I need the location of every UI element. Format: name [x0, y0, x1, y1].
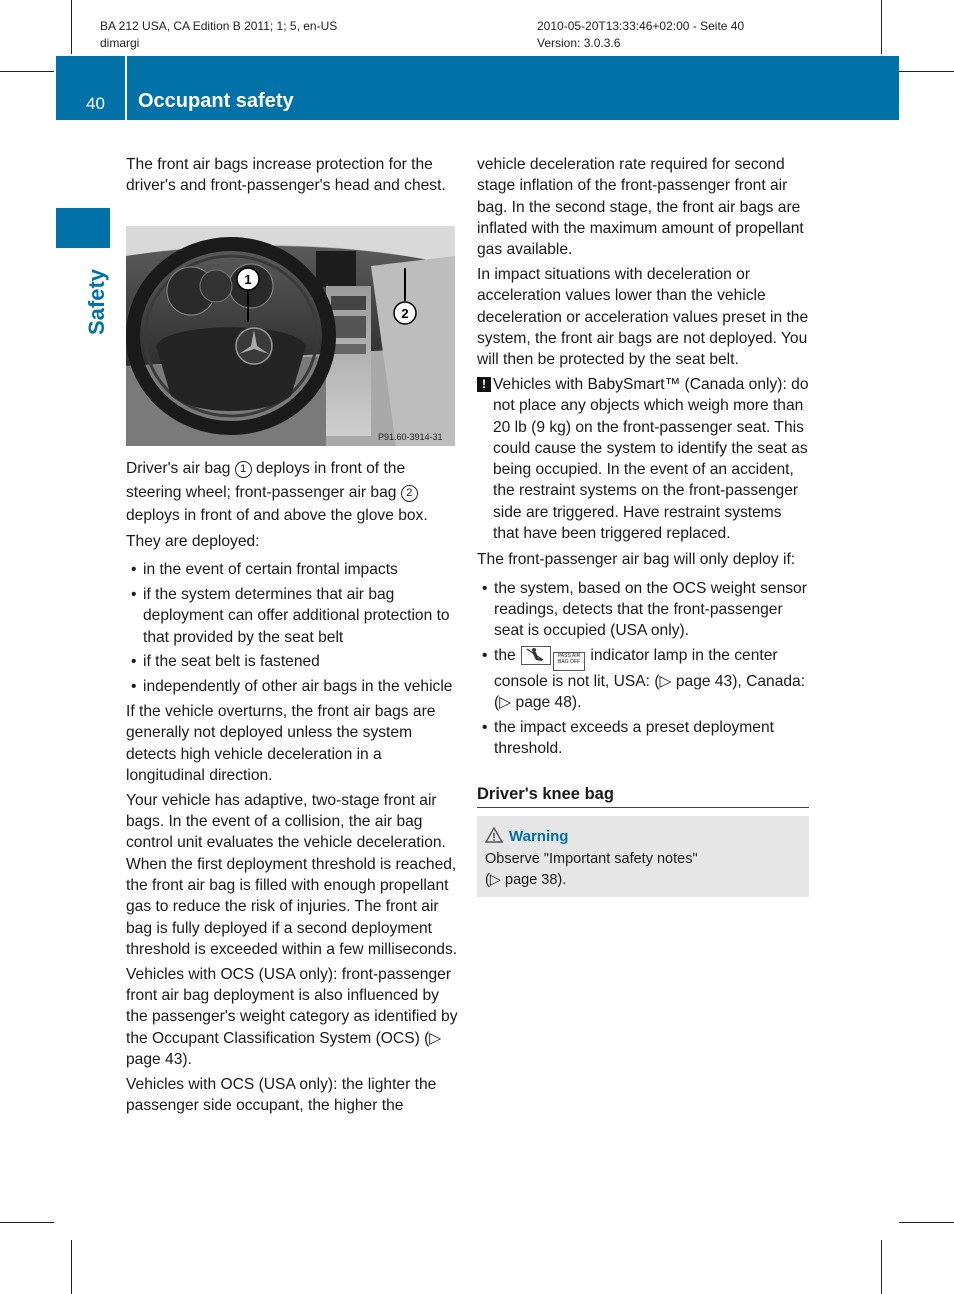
list-item — [126, 559, 458, 580]
deploy-paragraph — [126, 457, 458, 528]
meta-version: Version: 3.0.3.6 — [537, 36, 621, 50]
list-item — [126, 676, 458, 697]
seatbelt-passenger-icon — [521, 646, 551, 665]
side-tab-block — [56, 208, 110, 248]
note-text: Vehicles with BabySmart™ (Canada only): do not place any objects which weigh more than 20 lb (9 kg) on the front-passenger seat. This could cause the system to identify the seat as being occupied. In the event of an accident, the restraint systems on the front-passenger side are triggered. Have restraint systems that have been triggered replaced. — [493, 375, 809, 543]
bullet-text: the impact exceeds a preset deployment threshold. — [494, 719, 774, 758]
crop-mark — [899, 71, 954, 72]
cockpit-photo — [126, 226, 455, 446]
warning-text-2: (▷ page 38). — [485, 872, 567, 889]
exclamation-icon: ! — [477, 377, 491, 392]
list-item — [477, 578, 809, 642]
bullet-text: the system, based on the OCS weight sensor readings, detects that the front-passenger seat is occupied (USA only). — [494, 579, 807, 640]
bullet-dot: • — [482, 579, 488, 597]
right-column — [477, 154, 809, 897]
list-item — [126, 584, 458, 648]
overturn-paragraph: If the vehicle overturns, the front air bags are generally not deployed unless the system detects high vehicle deceleration in a longitudinal direction. — [126, 703, 436, 784]
print-meta-right — [537, 18, 744, 52]
section-title: Occupant safety — [138, 90, 294, 112]
cockpit-illustration — [126, 226, 455, 446]
warning-box — [477, 816, 809, 897]
ocs-paragraph-2: Vehicles with OCS (USA only): the lighter the passenger side occupant, the higher the — [126, 1075, 437, 1114]
bullet-dot: • — [131, 561, 137, 579]
bullet-dot: • — [482, 719, 488, 737]
warning-triangle-icon — [485, 827, 503, 843]
crop-mark — [0, 71, 54, 72]
bullet-text: independently of other air bags in the vehicle — [143, 678, 453, 696]
adaptive-paragraph: Your vehicle has adaptive, two-stage front air bags. In the event of a collision, the air bag control unit evaluates the vehicle deceleration. When the first deployment threshold is reached, the front air bag is filled with enough propellant gas to reduce the risk of injuries. The front air bag is fully deployed if a second deployment threshold is exceeded within a few milliseconds. — [126, 791, 458, 958]
crop-mark — [0, 1222, 54, 1223]
meta-author: dimargi — [100, 36, 140, 50]
left-column-body — [126, 457, 458, 1120]
meta-edition: BA 212 USA, CA Edition B 2011; 1; 5, en-US — [100, 19, 338, 33]
bullet-dot: • — [131, 653, 137, 671]
list-item — [126, 651, 458, 672]
pass-airbag-off-lamp-icon: PASS AIR BAG OFF — [553, 652, 585, 671]
ocs-paragraph-1: Vehicles with OCS (USA only): front-passenger front air bag deployment is also influenced by the passenger's weight category as identified by the Occupant Classification System (OCS) (▷ page 43). — [126, 965, 458, 1068]
callout-ref-2: 2 — [401, 485, 418, 502]
print-meta-left — [100, 18, 337, 52]
deployed-heading: They are deployed: — [126, 533, 260, 550]
crop-mark — [71, 1240, 72, 1294]
page-number: 40 — [86, 94, 105, 113]
deploy-text-a: Driver's air bag — [126, 460, 235, 477]
babysmart-note — [477, 374, 809, 544]
bullet-dot: • — [482, 647, 488, 665]
warning-title: Warning — [509, 828, 569, 846]
header-divider — [125, 56, 127, 120]
bullet-text: indicator lamp in the center console is not lit, USA: (▷ page 43), Canada: (▷ page 48). — [494, 647, 806, 712]
warning-text-1: Observe "Important safety notes" — [485, 851, 698, 868]
crop-mark — [899, 1222, 954, 1223]
bullet-text: in the event of certain frontal impacts — [143, 561, 398, 579]
list-item — [477, 645, 809, 714]
bullet-text: if the seat belt is fastened — [143, 653, 320, 671]
side-tab-label: Safety — [84, 268, 109, 336]
knee-bag-heading: Driver's knee bag — [477, 784, 809, 808]
image-code: P91.60-3914-31 — [378, 432, 443, 442]
callout-label-2: 2 — [401, 306, 409, 321]
meta-timestamp: 2010-05-20T13:33:46+02:00 - Seite 40 — [537, 19, 745, 33]
warning-header — [485, 826, 801, 847]
list-item — [477, 717, 809, 760]
deploy-text-b: deploys in front of the steering wheel; front-passenger air bag — [126, 460, 406, 501]
callout-ref-1: 1 — [235, 461, 252, 478]
left-column — [126, 154, 458, 200]
continuation-paragraph: vehicle deceleration rate required for second stage inflation of the front-passenger front air bag. In the second stage, the front air bags are inflated with the maximum amount of propellant gas available. — [477, 156, 804, 259]
deploy-text-c: deploys in front of and above the glove box. — [126, 507, 428, 524]
crop-mark — [71, 0, 72, 54]
crop-mark — [881, 0, 882, 54]
crop-mark — [881, 1240, 882, 1294]
impact-paragraph: In impact situations with deceleration or acceleration values lower than the vehicle deceleration or acceleration values preset in the system, the front air bags are not deployed. You will then be protected by the seat belt. — [477, 265, 809, 369]
bullet-text: the — [494, 647, 516, 665]
callout-label-1: 1 — [244, 272, 252, 287]
deploy-only-if-paragraph: The front-passenger air bag will only deploy if: — [477, 551, 796, 569]
bullet-dot: • — [131, 586, 137, 604]
side-tab — [72, 262, 122, 342]
intro-paragraph: The front air bags increase protection for the driver's and front-passenger's head and chest. — [126, 156, 446, 195]
bullet-dot: • — [131, 678, 137, 696]
bullet-text: if the system determines that air bag deployment can offer additional protection to that provided by the seat belt — [143, 586, 450, 646]
